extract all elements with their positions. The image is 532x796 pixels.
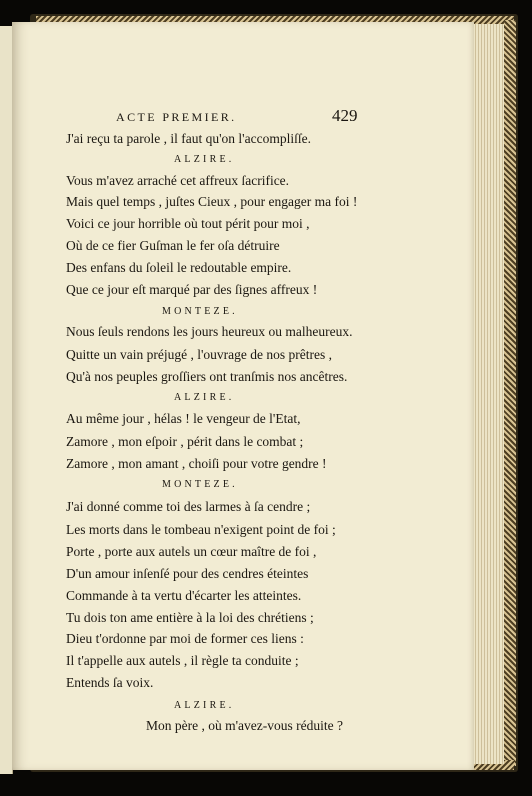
- verse-line: Voici ce jour horrible où tout périt pour moi ,: [66, 216, 310, 231]
- verse-line: Au même jour , hélas ! le vengeur de l'Etat,: [66, 411, 301, 426]
- speaker-name: ALZIRE.: [174, 392, 235, 403]
- verse-line: J'ai donné comme toi des larmes à ſa cendre ;: [66, 499, 311, 514]
- verse-line: Dieu t'ordonne par moi de former ces liens :: [66, 631, 304, 646]
- verse-line: J'ai reçu ta parole , il faut qu'on l'accompliſſe.: [66, 131, 311, 146]
- book-page: [12, 22, 474, 770]
- verse-line: Mais quel temps , juſtes Cieux , pour engager ma foi !: [66, 194, 358, 209]
- verse-line: Entends ſa voix.: [66, 675, 154, 690]
- speaker-name: MONTEZE.: [162, 306, 238, 317]
- verse-line: Des enfans du ſoleil le redoutable empire.: [66, 260, 292, 275]
- gilt-cover-edge-right: [504, 20, 516, 766]
- verse-text: [12, 22, 474, 770]
- speaker-name: ALZIRE.: [174, 154, 235, 165]
- verse-line: Zamore , mon amant , choiſi pour votre gendre !: [66, 456, 327, 471]
- verse-line: Zamore , mon eſpoir , périt dans le combat ;: [66, 434, 304, 449]
- verse-line: Mon père , où m'avez-vous réduite ?: [146, 718, 343, 733]
- verse-line: Commande à ta vertu d'écarter les atteintes.: [66, 588, 302, 603]
- page-number: 429: [332, 106, 358, 125]
- verse-line: Nous ſeuls rendons les jours heureux ou malheureux.: [66, 324, 353, 339]
- running-title: ACTE PREMIER.: [116, 110, 237, 124]
- verse-line: Tu dois ton ame entière à la loi des chrétiens ;: [66, 610, 314, 625]
- verse-line: Porte , porte aux autels un cœur maître de foi ,: [66, 544, 317, 559]
- verse-line: Que ce jour eſt marqué par des ſignes affreux !: [66, 282, 318, 297]
- verse-line: Où de ce fier Guſman le fer oſa détruire: [66, 238, 280, 253]
- verse-line: Il t'appelle aux autels , il règle ta conduite ;: [66, 653, 299, 668]
- speaker-name: ALZIRE.: [174, 700, 235, 711]
- verse-line: Les morts dans le tombeau n'exigent point de foi ;: [66, 522, 336, 537]
- verse-line: Quitte un vain préjugé , l'ouvrage de nos prêtres ,: [66, 347, 332, 362]
- page-edges: [470, 24, 504, 764]
- verse-line: D'un amour inſenſé pour des cendres éteintes: [66, 566, 309, 581]
- verse-line: Vous m'avez arraché cet affreux ſacrifice.: [66, 173, 290, 188]
- speaker-name: MONTEZE.: [162, 479, 238, 490]
- verse-line: Qu'à nos peuples groſſiers ont tranſmis nos ancêtres.: [66, 369, 348, 384]
